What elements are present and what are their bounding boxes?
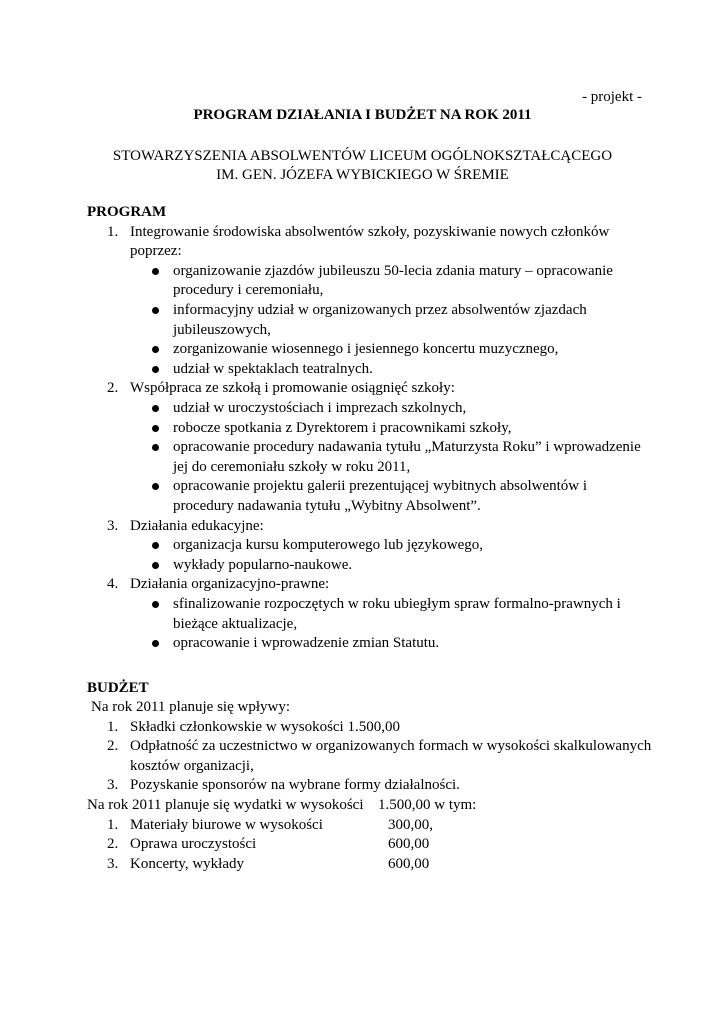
program-item-number: 2. xyxy=(107,380,119,396)
organization-name-line2: IM. GEN. JÓZEFA WYBICKIEGO W ŚREMIE xyxy=(216,167,509,183)
income-item-text: kosztów organizacji, xyxy=(130,758,254,774)
bullet-icon xyxy=(152,425,159,432)
program-bullet-text: organizacja kursu komputerowego lub językowego, xyxy=(173,537,484,553)
program-bullet-text: udział w spektaklach teatralnych. xyxy=(173,361,373,377)
program-bullet-text: zorganizowanie wiosennego i jesiennego koncertu muzycznego, xyxy=(173,341,559,357)
program-heading: PROGRAM xyxy=(87,204,167,220)
income-item-number: 1. xyxy=(107,719,119,735)
program-item-text: Działania edukacyjne: xyxy=(130,518,264,534)
program-bullet-text: procedury nadawania tytułu „Wybitny Absolwent”. xyxy=(173,498,481,514)
program-item-text: Współpraca ze szkołą i promowanie osiągnięć szkoły: xyxy=(130,380,455,396)
bullet-icon xyxy=(152,562,159,569)
expense-item-amount: 300,00, xyxy=(388,817,433,833)
program-item-text: Działania organizacyjno-prawne: xyxy=(130,576,330,592)
income-item-number: 2. xyxy=(107,738,119,754)
draft-marker: - projekt - xyxy=(582,89,642,105)
expense-total: 1.500,00 w tym: xyxy=(378,797,477,813)
bullet-icon xyxy=(152,405,159,412)
expense-item-label: Materiały biurowe w wysokości xyxy=(130,817,323,833)
bullet-icon xyxy=(152,444,159,451)
program-bullet-text: udział w uroczystościach i imprezach szkolnych, xyxy=(173,400,467,416)
program-bullet-text: jej do ceremoniału szkoły w roku 2011, xyxy=(173,459,411,475)
bullet-icon xyxy=(152,542,159,549)
income-item-text: Składki członkowskie w wysokości 1.500,00 xyxy=(130,719,400,735)
bullet-icon xyxy=(152,601,159,608)
organization-name-line1: STOWARZYSZENIA ABSOLWENTÓW LICEUM OGÓLNOKSZTAŁCĄCEGO xyxy=(112,148,613,164)
program-bullet-text: procedury i ceremoniału, xyxy=(173,282,324,298)
expense-intro: Na rok 2011 planuje się wydatki w wysokości xyxy=(87,797,364,813)
bullet-icon xyxy=(152,307,159,314)
bullet-icon xyxy=(152,640,159,647)
program-item-number: 3. xyxy=(107,518,119,534)
program-bullet-text: wykłady popularno-naukowe. xyxy=(173,557,353,573)
program-bullet-text: jubileuszowych, xyxy=(173,322,271,338)
income-item-number: 3. xyxy=(107,777,119,793)
program-bullet-text: informacyjny udział w organizowanych przez absolwentów zjazdach xyxy=(173,302,587,318)
program-bullet-text: bieżące aktualizacje, xyxy=(173,616,298,632)
budget-heading: BUDŻET xyxy=(87,680,149,696)
expense-item-amount: 600,00 xyxy=(388,856,430,872)
program-bullet-text: opracowanie procedury nadawania tytułu „Maturzysta Roku” i wprowadzenie xyxy=(173,439,641,455)
program-item-number: 4. xyxy=(107,576,119,592)
program-item-number: 1. xyxy=(107,224,119,240)
bullet-icon xyxy=(152,268,159,275)
expense-item-label: Koncerty, wykłady xyxy=(130,856,244,872)
expense-item-number: 1. xyxy=(107,817,119,833)
bullet-icon xyxy=(152,366,159,373)
expense-item-amount: 600,00 xyxy=(388,836,430,852)
document-title: PROGRAM DZIAŁANIA I BUDŻET NA ROK 2011 xyxy=(193,107,532,123)
program-bullet-text: opracowanie i wprowadzenie zmian Statutu. xyxy=(173,635,440,651)
expense-item-number: 2. xyxy=(107,836,119,852)
program-item-text: poprzez: xyxy=(130,243,182,259)
program-bullet-text: organizowanie zjazdów jubileuszu 50-lecia zdania matury – opracowanie xyxy=(173,263,613,279)
bullet-icon xyxy=(152,483,159,490)
income-intro: Na rok 2011 planuje się wpływy: xyxy=(91,699,290,715)
bullet-icon xyxy=(152,346,159,353)
program-bullet-text: opracowanie projektu galerii prezentującej wybitnych absolwentów i xyxy=(173,478,588,494)
income-item-text: Pozyskanie sponsorów na wybrane formy działalności. xyxy=(130,777,460,793)
expense-item-number: 3. xyxy=(107,856,119,872)
expense-item-label: Oprawa uroczystości xyxy=(130,836,257,852)
program-bullet-text: robocze spotkania z Dyrektorem i pracownikami szkoły, xyxy=(173,420,512,436)
program-item-text: Integrowanie środowiska absolwentów szkoły, pozyskiwanie nowych członków xyxy=(130,224,610,240)
program-bullet-text: sfinalizowanie rozpoczętych w roku ubiegłym spraw formalno-prawnych i xyxy=(173,596,621,612)
income-item-text: Odpłatność za uczestnictwo w organizowanych formach w wysokości skalkulowanych xyxy=(130,738,652,754)
